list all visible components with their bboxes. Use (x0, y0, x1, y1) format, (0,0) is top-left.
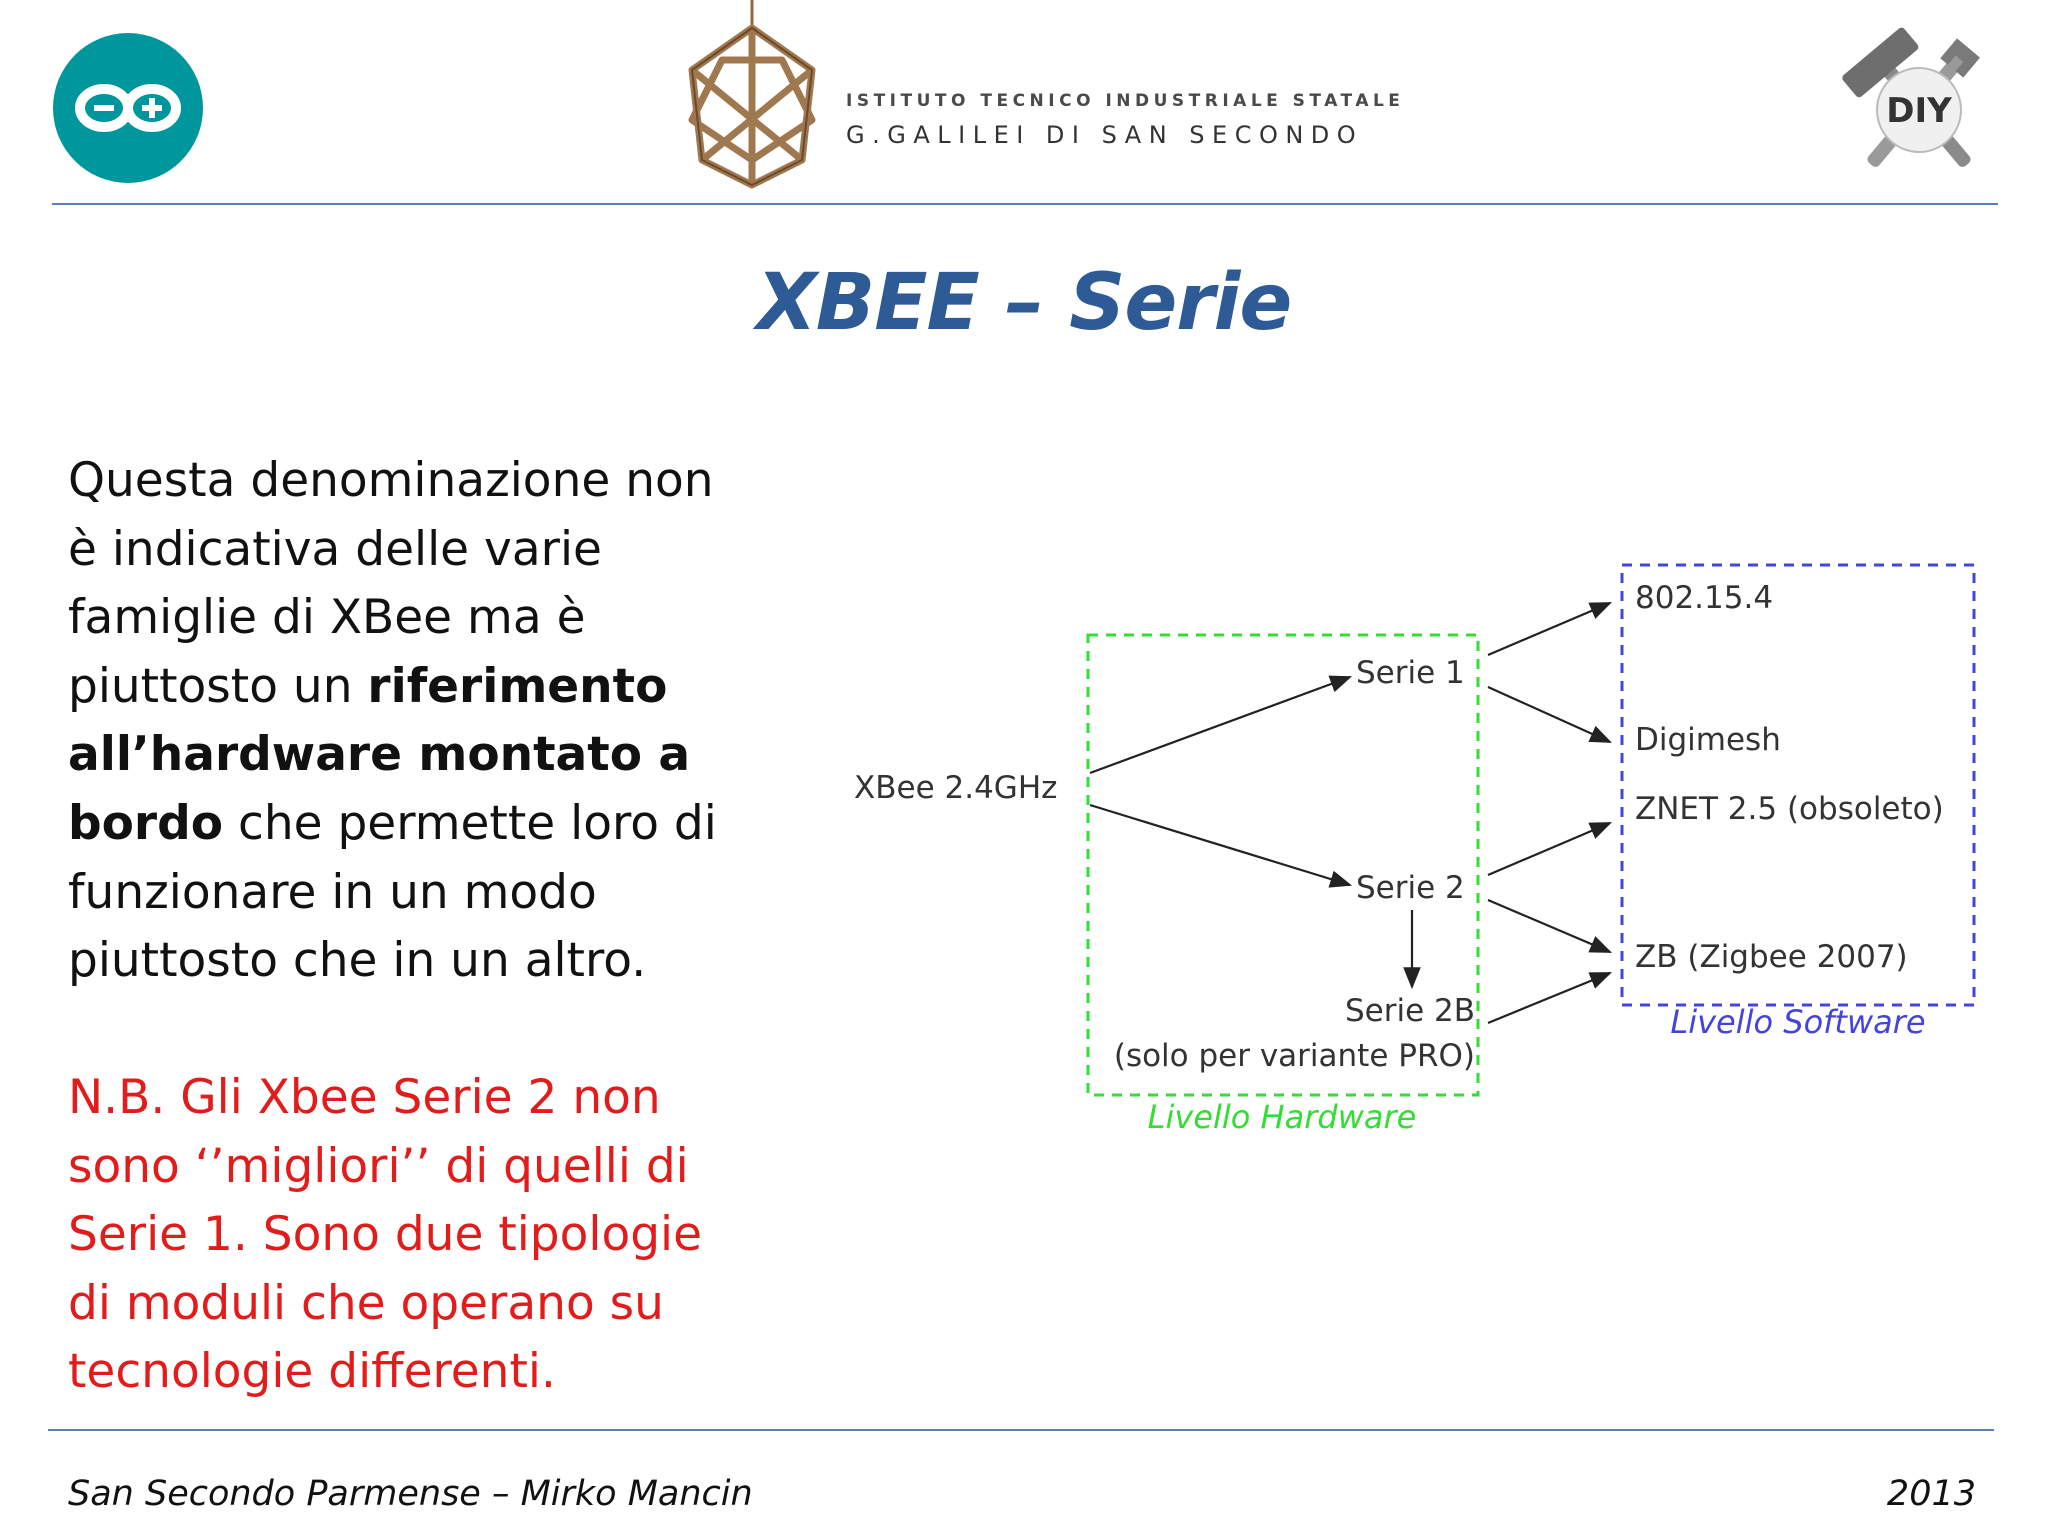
diy-tools-logo (1838, 22, 2000, 192)
arrow-serie1-802 (1488, 603, 1610, 655)
footer-year: 2013 (1886, 1474, 1976, 1514)
node-serie2b-note: (solo per variante PRO) (1113, 1038, 1475, 1074)
label-livello-software: Livello Software (1670, 1003, 1926, 1041)
node-digimesh: Digimesh (1635, 722, 1781, 758)
node-serie2: Serie 2 (1356, 870, 1465, 906)
body-paragraph (68, 447, 728, 996)
node-serie2b: Serie 2B (1344, 993, 1475, 1029)
node-802-15-4: 802.15.4 (1635, 580, 1774, 616)
school-name-line2: G.GALILEI DI SAN SECONDO (846, 121, 1364, 149)
arduino-logo (52, 32, 204, 184)
arrow-serie2-znet (1488, 823, 1610, 875)
note-paragraph: N.B. Gli Xbee Serie 2 non sono ‘’migliori’’ di quelli di Serie 1. Sono due tipologie di moduli che operano su tecnologie differenti. (68, 1070, 703, 1400)
body-text-part1: Questa denominazione non è indicativa delle varie famiglie di XBee ma è piuttosto un (68, 453, 714, 714)
arrow-root-serie2 (1090, 805, 1350, 885)
arrow-root-serie1 (1090, 677, 1350, 773)
footer-author: San Secondo Parmense – Mirko Mancin (68, 1474, 753, 1514)
node-znet: ZNET 2.5 (obsoleto) (1635, 791, 1944, 827)
school-polyhedron-logo (672, 0, 832, 190)
school-name-line1: ISTITUTO TECNICO INDUSTRIALE STATALE (846, 91, 1405, 111)
diy-logo-text: DIY (1886, 91, 1952, 131)
xbee-series-diagram (840, 555, 2010, 1155)
node-serie1: Serie 1 (1356, 655, 1465, 691)
header-divider (52, 203, 1998, 205)
body-text-part2: che permette loro di funzionare in un modo piuttosto che in un altro. (68, 795, 717, 989)
slide-title: XBEE – Serie (756, 258, 1292, 348)
node-xbee-root: XBee 2.4GHz (854, 770, 1058, 806)
node-zb: ZB (Zigbee 2007) (1635, 939, 1908, 975)
footer-divider (48, 1429, 1994, 1431)
body-text-bold: riferimento all’hardware montato a bordo (68, 658, 691, 851)
arrow-serie1-digimesh (1488, 687, 1610, 742)
arrow-serie2b-zb (1488, 973, 1610, 1023)
label-livello-hardware: Livello Hardware (1147, 1098, 1417, 1136)
arrow-serie2-zb (1488, 900, 1610, 952)
